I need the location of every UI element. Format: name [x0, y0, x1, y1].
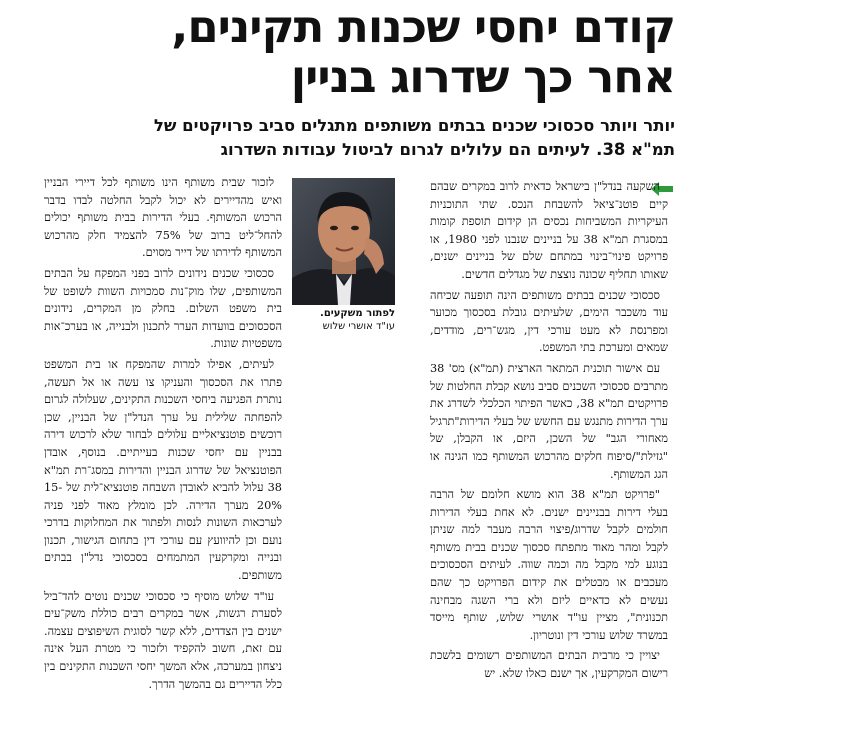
headline-line-1: קודם יחסי שכנות תקינים, [171, 0, 675, 53]
paragraph: יצויין כי מרבית הבתים המשותפים רשומים בלשכת רישום המקרקעין, אך ישנם כאלו שלא. יש [430, 649, 668, 681]
paragraph: עו"ד שלוש מוסיף כי סכסוכי שכנים נוטים להד־ביל לסערת רגשות, אשר במקרים רבים כוללת משק־עים ישנים בין הצדדים, ללא קשר לסוגית השיפוצים עצמה. עם זאת, חשוב להקפיד ולזכור כי מטרת העל אינה ניצחון במערכה, אלא המשך יחסי השכנות התקינים בין כלל הדיירים גם בהמשך הדרך. [44, 589, 282, 691]
subheadline-line-1: יותר ויותר סכסוכי שכנים בבתים משותפים מתגלים סביב פרויקטים של [153, 116, 675, 135]
paragraph: "פרויקט תמ"א 38 הוא מושא חלומם של הרבה בעלי דירות בבניינים ישנים. לא אחת בעלי הדירות חולמים לקבל שדרוג/פיצוי הרבה מעבר למה שניתן לקבל ומהר מאוד מתפתח סכסוך שכנים בבית משותף בנוגע למי מקבל מה וכמה שווה. לעיתים הסכסוכים מעכבים או מבטלים את קידום הפרויקט כך שהם נעשים לא כדאיים ליזם ולא ברי השגה מבחינה תכנונית", מציין עו"ד אושרי שלוש, שותף מייסד במשרד שלוש עורכי דין ונוטריון. [430, 488, 668, 642]
headline [155, 2, 675, 102]
author-photo [292, 178, 395, 305]
caption-name: עו"ד אושרי שלוש [322, 321, 395, 332]
headline-line-2: אחר כך שדרוג בניין [290, 50, 675, 103]
paragraph: סכסוכי שכנים בבתים משותפים הינה תופעה שכיחה עוד משכבר הימים, שלעיתים גובלת בסכסוך מכוער ומפרנסת לא מעט עורכי דין, מגש־רים, מודדים, שמאים ומערכת בתי המשפט. [430, 288, 668, 355]
paragraph: עם אישור תוכנית המתאר הארצית (תמ"א) מס' 38 מתרבים סכסוכי השכנים סביב נושא קבלת החלטות של פרויקטים תמ"א 38, כאשר הפיתוי הכלכלי לשדרג את ערך הדירות מתנגש עם החשש של בעלי הדירות"תרגיל מאחורי הגב" של השכן, היזם, או הקבלן, של "גזילת"/סיפוח חלקים מהרכוש המשותף כמו הגינה או הגג המשותף. [430, 361, 668, 481]
article-column-left [44, 174, 282, 696]
portrait-image [292, 178, 395, 305]
article-column-right [430, 178, 668, 686]
subheadline-line-2: תמ"א 38. לעיתים הם עלולים לגרום לביטול עבודות השדרוג [220, 140, 675, 159]
caption-title: לפתור משקעים. [320, 308, 395, 319]
photo-caption [291, 307, 395, 333]
paragraph: לעיתים, אפילו למרות שהמפקח או בית המשפט פתרו את הסכסוך והעניקו צו עשה או אל תעשה, נותרת הפגיעה ביחסי השכנות התקינים, שעלולה לגרום להפחתה שלילית על ערך הנדל"ן של הבניין, שכן רוכשים פוטנציאליים עלולים לבחור שלא לרכוש דירה בבניין עם יחסי שכנות בעייתיים. בנוסף, אובדן הפוטנציאל של שדרוג הבניין והדירות במסג־רת תמ"א 38 עלול להביא לאובדן השבחה פוטנציא־לית של 15-20% מערך הדירה. לכן מומלץ מאוד לפני פניה לערכאות השונות לנסות ולפתור את המחלוקות בדרכי נועם וכן להיוועץ עם עורכי דין בתחום הגישור, תכנון ובנייה ומקרקעין המתמחים בסכסוכי נדל"ן בבתים משותפים. [44, 357, 282, 583]
paragraph: השקעה בנדל"ן בישראל כדאית לרוב במקרים שבהם קיים פוטנ־ציאל להשבחת הנכס. שתי התוכניות העיקריות המשביחות נכסים הן קידום תוספת קומות במסגרת תמ"א 38 על בניינים שנבנו לפני 1980, או פרויקט פינוי־בינוי במתחם שלם של בניינים ישנים, שאותו תחליף שכונה נוצצת של מגדלים חדשים. [430, 180, 668, 281]
paragraph: לזכור שבית משותף הינו משותף לכל דיירי הבניין ואיש מהדיירים לא יכול לקבל החלטה לבדו בדבר הרכוש המשותף. בעלי הדירות בבית משותף יכולים להחל־ליט ברוב של 75% להצמיד חלק מהרכוש המשותף לדירתו של דייר מסוים. [44, 176, 282, 260]
paragraph: סכסוכי שכנים נידונים לרוב בפני המפקח על הבתים המשותפים, שלו מוק־נות סמכויות השוות לשופט של בית משפט השלום. בחלק מן המקרים, נידונים הסכסוכים בוועדות הערר לתכנון ולבנייה, או בערכ־אות משפטיות שונות. [44, 266, 282, 351]
subheadline [145, 114, 675, 162]
